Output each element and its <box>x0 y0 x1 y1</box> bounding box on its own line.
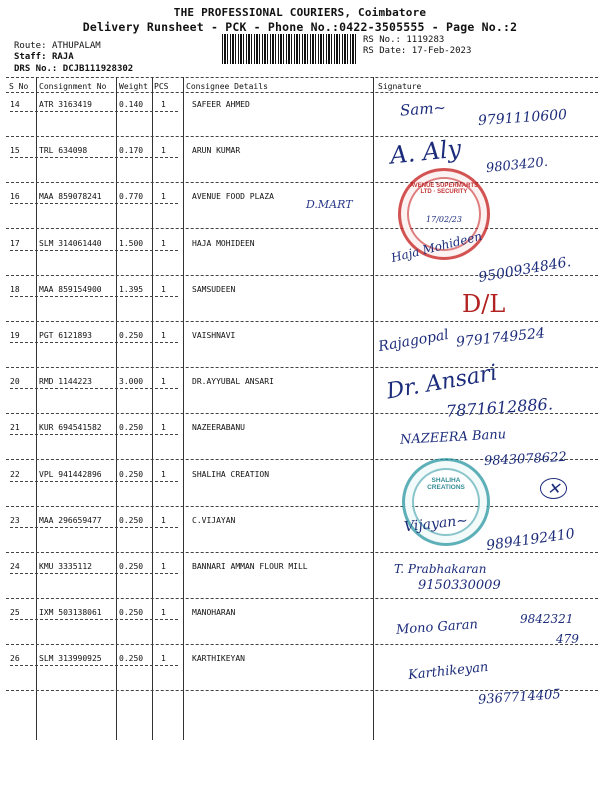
route-value: ATHUPALAM <box>51 41 101 51</box>
row-separator <box>6 644 598 645</box>
scribble-signature: Vijayan~ <box>403 512 469 536</box>
row-weight: 0.250 <box>119 654 144 664</box>
row-sno: 19 <box>10 331 20 340</box>
row-sno: 17 <box>10 238 20 248</box>
drs-label: DRS No.: <box>14 64 58 74</box>
row-underline <box>10 157 178 158</box>
row-consignment-no: SLM 313990925 <box>39 654 102 664</box>
row-consignment-no: PGT 6121893 <box>39 331 92 340</box>
row-consignment-no: KMU 3335112 <box>39 562 92 571</box>
row-sno: 23 <box>10 515 20 525</box>
row-separator <box>6 136 598 137</box>
handwritten-note: D.MART <box>306 198 353 211</box>
rs-date-value: 17-Feb-2023 <box>411 46 472 56</box>
handwritten-note: 479 <box>556 632 579 646</box>
stamp-date: 17/02/23 <box>426 215 462 224</box>
row-underline <box>10 573 178 574</box>
row-weight: 0.770 <box>119 192 144 202</box>
row-sno: 26 <box>10 654 20 664</box>
company-title: THE PROFESSIONAL COURIERS, Coimbatore <box>173 6 427 19</box>
row-pcs: 1 <box>161 146 166 156</box>
row-underline <box>10 342 178 343</box>
row-consignment-no: IXM 503138061 <box>39 608 102 618</box>
scribble-signature: Sam~ <box>399 98 447 120</box>
rs-date-line <box>363 46 471 57</box>
row-underline <box>10 434 178 435</box>
row-underline <box>10 203 178 204</box>
row-weight: 0.250 <box>119 515 144 525</box>
route-line <box>14 41 101 52</box>
col-header-consignee: Consignee Details <box>186 82 268 91</box>
row-underline <box>10 665 178 666</box>
row-separator <box>6 552 598 553</box>
handwritten-note: D/L <box>462 290 506 318</box>
row-consignee: AVENUE FOOD PLAZA <box>192 192 274 202</box>
row-weight: 0.250 <box>119 331 144 340</box>
handwritten-phone: 9894192410 <box>485 525 576 555</box>
row-underline <box>10 481 178 482</box>
row-consignment-no: SLM 314061440 <box>39 238 102 248</box>
row-consignee: NAZEERABANU <box>192 423 245 433</box>
row-sno: 18 <box>10 284 20 294</box>
rs-no-value: 1119283 <box>406 35 445 45</box>
col-header-pcs: PCS <box>154 82 169 91</box>
row-consignment-no: KUR 694541582 <box>39 423 102 433</box>
row-separator <box>6 367 598 368</box>
row-underline <box>10 250 178 251</box>
row-consignment-no: RMD 1144223 <box>39 377 92 387</box>
row-separator <box>6 228 598 229</box>
row-weight: 0.170 <box>119 146 144 156</box>
row-consignment-no: MAA 859078241 <box>39 192 102 202</box>
row-sno: 15 <box>10 146 20 156</box>
row-pcs: 1 <box>161 423 166 433</box>
row-consignee: SAFEER AHMED <box>192 100 250 109</box>
rs-no-line <box>363 35 444 46</box>
row-underline <box>10 296 178 297</box>
row-pcs: 1 <box>161 377 166 387</box>
row-weight: 1.395 <box>119 284 144 294</box>
column-divider <box>116 77 117 740</box>
rs-no-label: RS No.: <box>363 35 401 45</box>
handwritten-phone: 7871612886. <box>445 394 554 421</box>
table-header-line <box>6 92 598 93</box>
column-divider <box>373 77 374 740</box>
drs-line <box>14 64 133 75</box>
col-header-weight: Weight <box>119 82 148 91</box>
drs-value: DCJB111928302 <box>62 64 134 74</box>
handwritten-signature: Dr. Ansari <box>384 360 500 405</box>
column-divider <box>183 77 184 740</box>
handwritten-phone: 9150330009 <box>418 578 501 593</box>
row-sno: 21 <box>10 423 20 433</box>
row-sno: 25 <box>10 608 20 618</box>
stamp-text: AVENUE SUPERMARTS LTD · SECURITY <box>409 183 479 195</box>
row-consignment-no: MAA 859154900 <box>39 284 102 294</box>
handwritten-phone: 9791749524 <box>455 325 546 351</box>
handwritten-phone: 9843078622 <box>483 449 568 470</box>
row-weight: 3.000 <box>119 377 144 387</box>
row-weight: 0.250 <box>119 562 144 571</box>
handwritten-signature: A. Aly <box>388 134 463 170</box>
table-top-line <box>6 77 598 78</box>
staff-line <box>14 52 74 63</box>
row-pcs: 1 <box>161 515 166 525</box>
handwritten-signature: NAZEERA Banu <box>399 427 507 448</box>
row-sno: 24 <box>10 562 20 571</box>
row-consignee: VAISHNAVI <box>192 331 236 340</box>
runsheet-subtitle: Delivery Runsheet - PCK - Phone No.:0422-3505555 - Page No.:2 <box>82 20 518 34</box>
row-consignee: BANNARI AMMAN FLOUR MILL <box>192 562 308 571</box>
route-label: Route: <box>14 41 47 51</box>
row-pcs: 1 <box>161 654 166 664</box>
row-pcs: 1 <box>161 238 166 248</box>
row-sno: 20 <box>10 377 20 387</box>
handwritten-phone: 9791110600 <box>477 106 568 130</box>
row-separator <box>6 506 598 507</box>
col-header-consignment: Consignment No <box>39 82 107 91</box>
handwritten-phone: 9803420. <box>485 154 549 177</box>
handwritten-signature: Rajagopal <box>377 326 450 356</box>
staff-value: RAJA <box>51 52 74 62</box>
handwritten-signature: Karthikeyan <box>407 659 490 684</box>
row-separator <box>6 321 598 322</box>
row-pcs: 1 <box>161 562 166 571</box>
row-sno: 22 <box>10 469 20 479</box>
staff-label: Staff: <box>14 52 47 62</box>
handwritten-signature: T. Prabhakaran <box>394 562 487 576</box>
row-sno: 14 <box>10 100 20 109</box>
row-underline <box>10 619 178 620</box>
row-weight: 0.140 <box>119 100 144 109</box>
row-separator <box>6 182 598 183</box>
row-consignee: KARTHIKEYAN <box>192 654 245 664</box>
handwritten-phone: 9367714405 <box>477 687 562 708</box>
row-pcs: 1 <box>161 469 166 479</box>
row-consignment-no: MAA 296659477 <box>39 515 102 525</box>
row-weight: 0.250 <box>119 423 144 433</box>
handwritten-signature: Mono Garan <box>395 617 479 638</box>
stamp-text: SHALIHA CREATIONS <box>427 477 465 491</box>
row-pcs: 1 <box>161 192 166 202</box>
row-pcs: 1 <box>161 284 166 294</box>
row-underline <box>10 388 178 389</box>
row-weight: 0.250 <box>119 608 144 618</box>
row-consignment-no: TRL 634098 <box>39 146 88 156</box>
rs-date-label: RS Date: <box>363 46 407 56</box>
row-consignee: C.VIJAYAN <box>192 515 236 525</box>
column-divider <box>152 77 153 740</box>
row-pcs: 1 <box>161 100 166 109</box>
row-sno: 16 <box>10 192 20 202</box>
handwritten-signature: Haja Mohideen <box>389 228 484 266</box>
row-consignment-no: ATR 3163419 <box>39 100 92 109</box>
barcode <box>222 34 356 64</box>
circled-scribble: ✕ <box>540 478 567 499</box>
row-weight: 0.250 <box>119 469 144 479</box>
row-consignee: MANOHARAN <box>192 608 236 618</box>
handwritten-phone: 9500934846. <box>477 254 573 286</box>
col-header-signature: Signature <box>378 82 422 91</box>
row-consignee: SHALIHA CREATION <box>192 469 270 479</box>
row-consignee: HAJA MOHIDEEN <box>192 238 255 248</box>
row-consignee: SAMSUDEEN <box>192 284 236 294</box>
handwritten-phone: 9842321 <box>520 612 574 626</box>
row-pcs: 1 <box>161 608 166 618</box>
row-separator <box>6 598 598 599</box>
column-divider <box>36 77 37 740</box>
row-pcs: 1 <box>161 331 166 340</box>
row-underline <box>10 111 178 112</box>
row-consignee: ARUN KUMAR <box>192 146 241 156</box>
row-consignment-no: VPL 941442896 <box>39 469 102 479</box>
row-consignee: DR.AYYUBAL ANSARI <box>192 377 274 387</box>
col-header-sno: S No <box>9 82 29 91</box>
row-underline <box>10 527 178 528</box>
row-weight: 1.500 <box>119 238 144 248</box>
